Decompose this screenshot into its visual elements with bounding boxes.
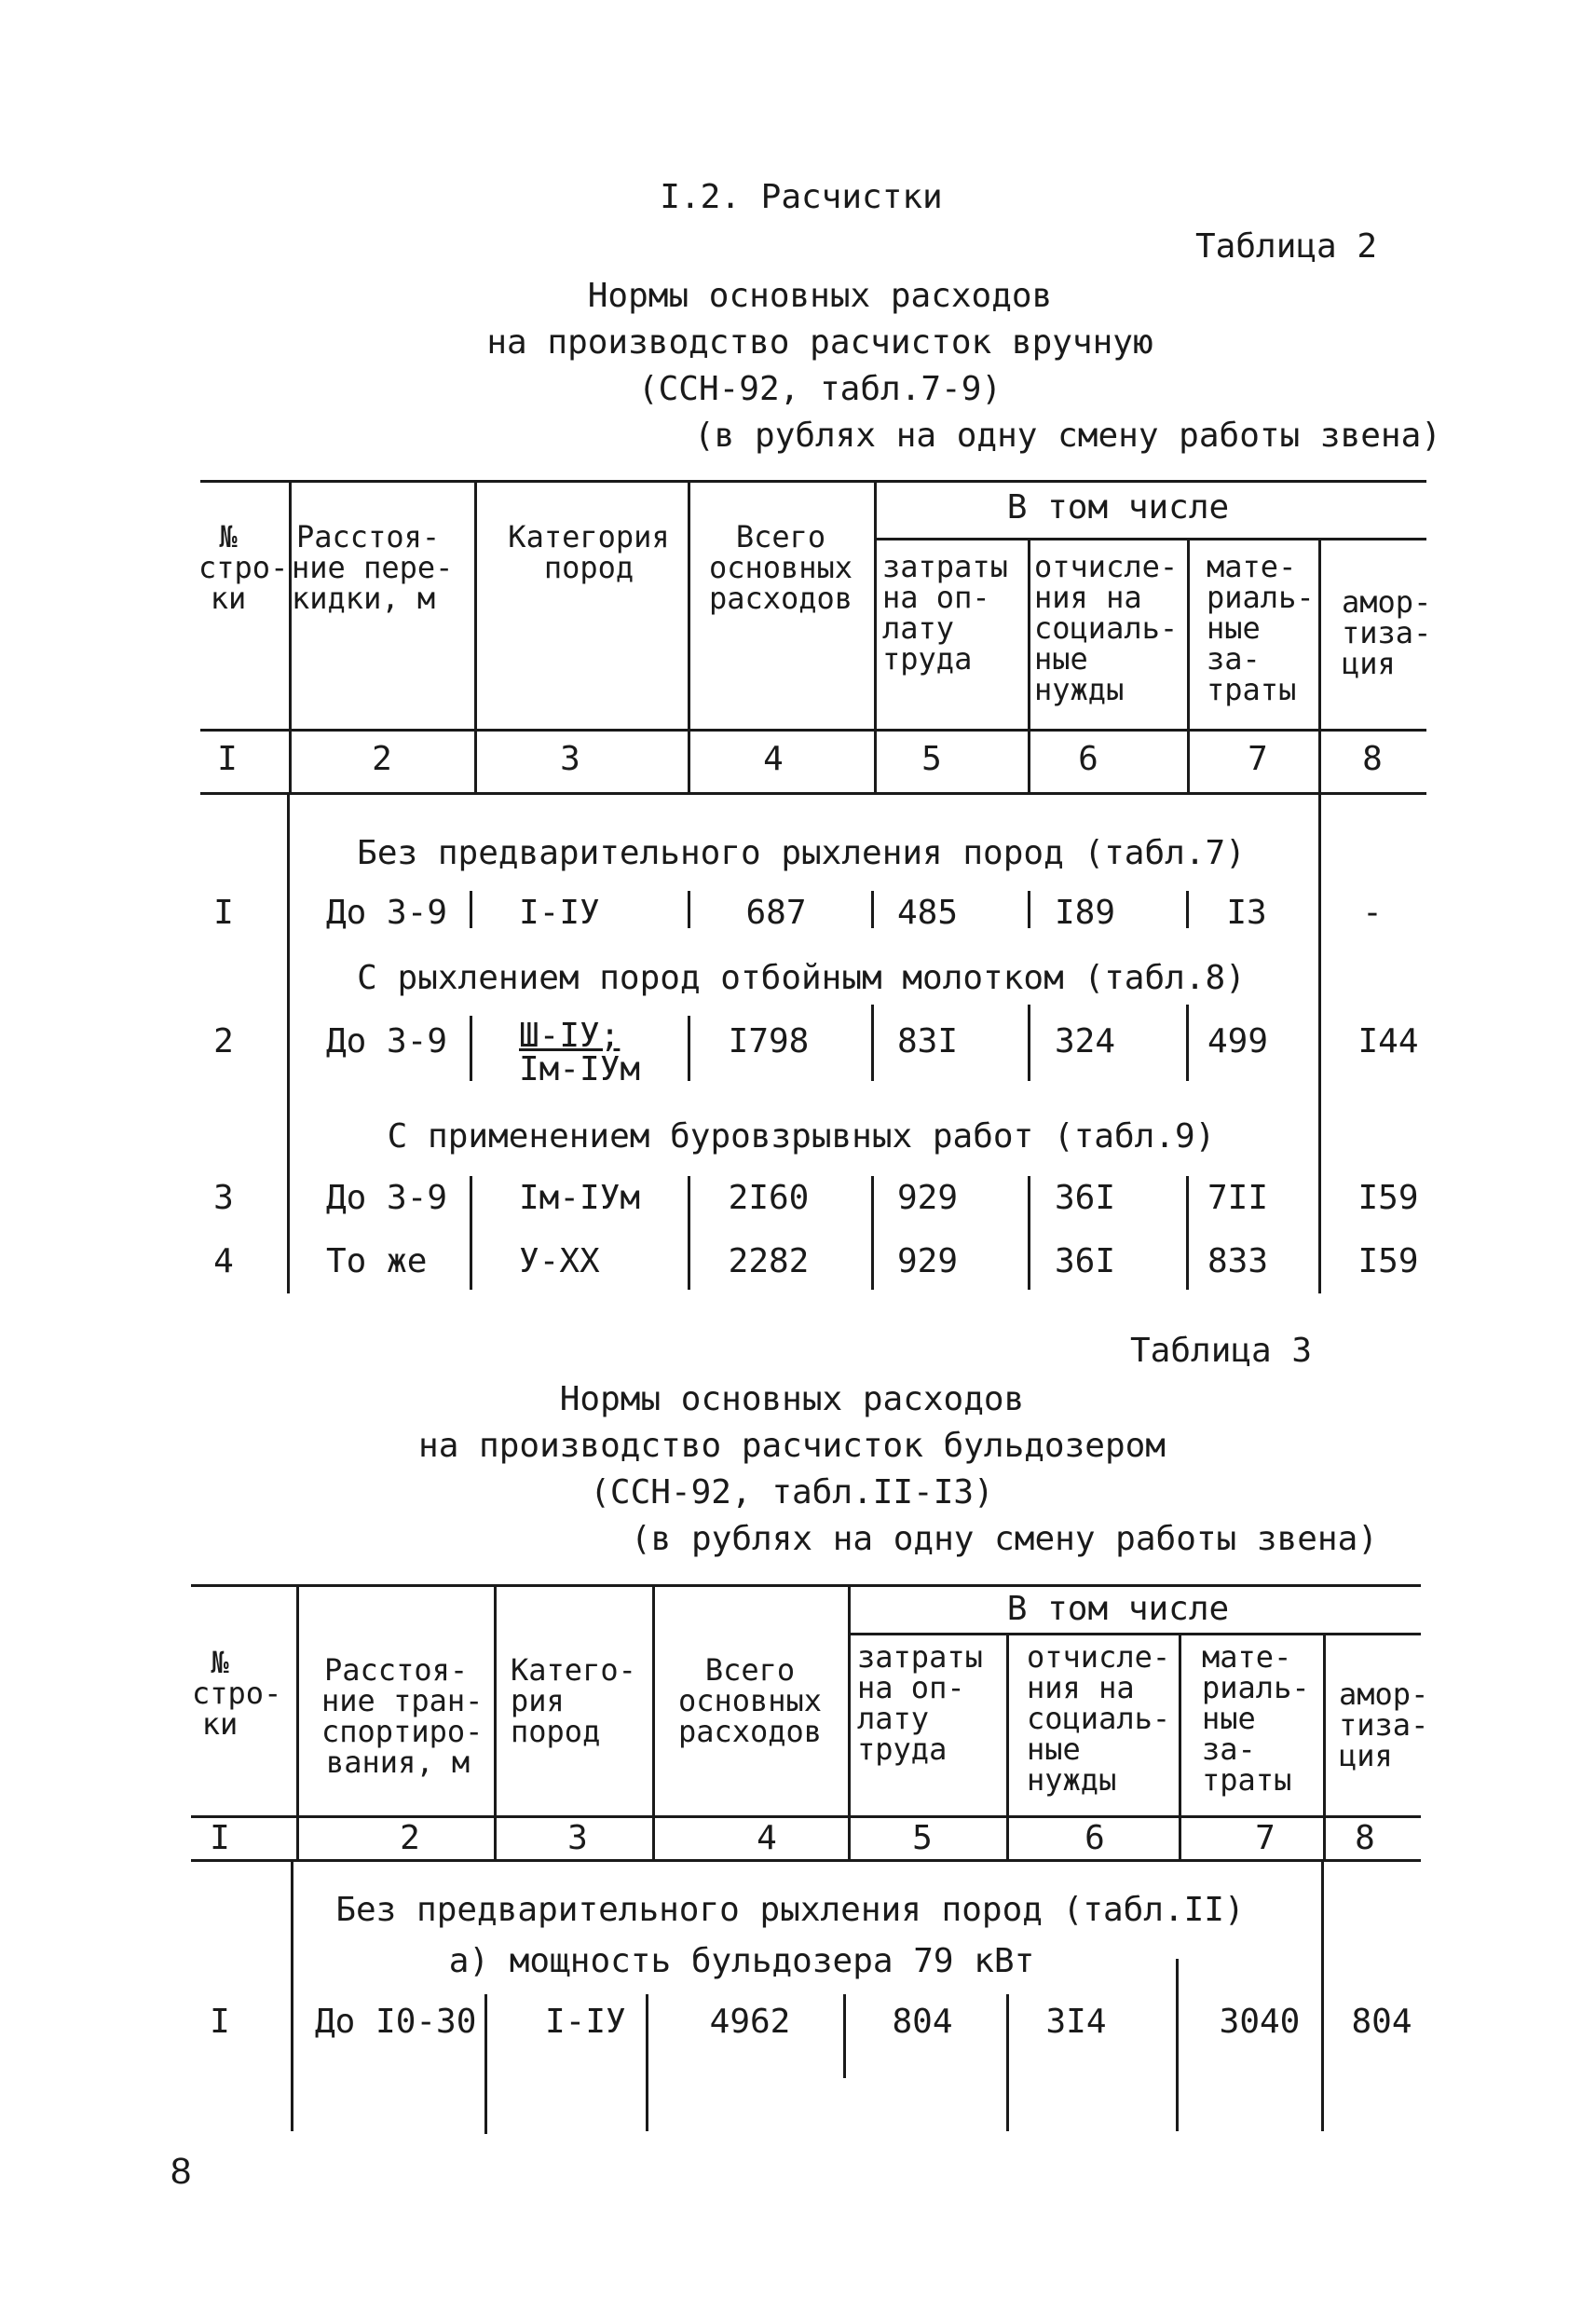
table3-label: Таблица 3	[1130, 1332, 1313, 1370]
t3-h-labor-3: лату	[857, 1701, 930, 1736]
table3-caption-2: на производство расчисток бульдозером	[418, 1427, 1166, 1465]
page-number: 8	[171, 2151, 192, 2192]
t2-h-mat-5: траты	[1207, 672, 1297, 707]
t2-h-labor-4: труда	[882, 641, 973, 677]
t3-h-mat-5: траты	[1202, 1762, 1292, 1798]
t2-h-amort-3: ция	[1342, 646, 1396, 681]
t2-r4-mat: 833	[1207, 1242, 1269, 1280]
t2-colnum-5: 5	[921, 740, 942, 778]
t3-h-num-1: №	[211, 1645, 229, 1680]
t2-r4-social: 36I	[1055, 1242, 1116, 1280]
table3-caption-4: (в рублях на одну смену работы звена)	[631, 1520, 1378, 1558]
t3-h-amort-1: амор-	[1339, 1676, 1429, 1712]
t2-r1-labor: 485	[897, 894, 959, 932]
t2-r3-num: 3	[213, 1179, 234, 1217]
t3-h-num-2: стро-	[192, 1676, 282, 1711]
t2-colnum-7: 7	[1248, 740, 1268, 778]
section-title: I.2. Расчистки	[660, 178, 943, 216]
t3-h-labor-2: на оп-	[857, 1670, 965, 1705]
t3-colnum-7: 7	[1255, 1819, 1275, 1857]
t2-r2-labor: 83I	[897, 1022, 959, 1060]
t2-r3-dist: До 3-9	[326, 1179, 448, 1217]
t2-r3-social: 36I	[1055, 1179, 1116, 1217]
t2-r4-num: 4	[213, 1242, 234, 1280]
t3-h-dist-1: Расстоя-	[324, 1652, 469, 1688]
t3-r1-total: 4962	[709, 2003, 791, 2041]
t3-h-amort-3: ция	[1339, 1738, 1393, 1773]
t2-r4-amort: I59	[1357, 1242, 1419, 1280]
t3-h-dist-2: ние тран-	[321, 1683, 484, 1718]
t3-h-cat-3: пород	[511, 1714, 601, 1749]
t3-h-labor-1: затраты	[857, 1639, 983, 1675]
t3-colnum-3: 3	[567, 1819, 588, 1857]
t2-r2-amort: I44	[1357, 1022, 1419, 1060]
t2-h-social-1: отчисле-	[1034, 549, 1179, 584]
t3-h-cat-1: Катего-	[511, 1652, 636, 1688]
t3-h-social-1: отчисле-	[1027, 1639, 1171, 1675]
t2-r1-cat: I-IУ	[519, 894, 600, 932]
t2-r1-amort: -	[1362, 894, 1383, 932]
t2-h-dist-2: ние пере-	[292, 550, 454, 585]
t2-h-total-3: расходов	[708, 581, 853, 616]
t2-colnum-4: 4	[763, 740, 784, 778]
t3-r1-labor: 804	[892, 2003, 953, 2041]
t3-h-total-3: расходов	[677, 1714, 823, 1749]
t3-h-mat-2: риаль-	[1202, 1670, 1310, 1705]
t2-r1-num: I	[213, 894, 234, 932]
t2-h-dist-1: Расстоя-	[296, 519, 441, 554]
t2-r2-cat: Ш-IУ;	[519, 1017, 621, 1055]
t2-h-total-1: Всего	[735, 519, 826, 554]
t2-r2-total: I798	[728, 1022, 810, 1060]
t3-colnum-4: 4	[757, 1819, 777, 1857]
t3-r1-mat: 3040	[1219, 2003, 1301, 2041]
table2-label: Таблица 2	[1195, 227, 1378, 266]
t2-r4-total: 2282	[728, 1242, 810, 1280]
t2-r4-dist: То же	[326, 1242, 428, 1280]
t2-h-social-5: нужды	[1034, 672, 1125, 707]
t2-colnum-3: 3	[560, 740, 580, 778]
t2-h-amort-2: тиза-	[1342, 615, 1432, 650]
table3-caption-3: (ССН-92, табл.II-I3)	[590, 1473, 994, 1512]
t2-r1-social: I89	[1055, 894, 1116, 932]
t2-colnum-6: 6	[1078, 740, 1098, 778]
t3-h-amort-2: тиза-	[1339, 1707, 1429, 1743]
t3-colnum-6: 6	[1084, 1819, 1105, 1857]
t2-h-social-2: ния на	[1034, 580, 1142, 615]
t2-section-1-title: Без предварительного рыхления пород (табл.7)	[357, 834, 1246, 872]
t2-r2-social: 324	[1055, 1022, 1116, 1060]
t3-colnum-2: 2	[400, 1819, 420, 1857]
t2-r1-dist: До 3-9	[326, 894, 448, 932]
t2-r3-labor: 929	[897, 1179, 959, 1217]
t2-h-mat-2: риаль-	[1207, 580, 1315, 615]
t3-section-title: Без предварительного рыхления пород (табл.II)	[335, 1891, 1245, 1929]
t2-r4-labor: 929	[897, 1242, 959, 1280]
t3-colnum-5: 5	[912, 1819, 933, 1857]
t2-section-3-title: С применением буровзрывных работ (табл.9)	[387, 1117, 1216, 1156]
t3-h-mat-4: за-	[1202, 1731, 1256, 1767]
t2-h-cat-2: пород	[543, 550, 634, 585]
t3-h-total-1: Всего	[704, 1652, 796, 1688]
t2-section-2-title: С рыхлением пород отбойным молотком (табл.8)	[357, 959, 1246, 997]
table3-caption-1: Нормы основных расходов	[559, 1380, 1025, 1418]
t3-h-cat-2: рия	[511, 1683, 565, 1718]
t3-h-dist-3: спортиро-	[321, 1714, 484, 1749]
t2-r3-amort: I59	[1357, 1179, 1419, 1217]
t2-h-dist-3: кидки, м	[292, 581, 436, 616]
t2-r4-cat: У-XX	[519, 1242, 600, 1280]
t2-h-labor-2: на оп-	[882, 580, 990, 615]
t2-r3-cat: Iм-IУм	[519, 1179, 641, 1217]
t2-h-amort-1: амор-	[1342, 584, 1432, 620]
t2-h-num-3: ки	[210, 581, 247, 616]
t2-h-social-3: социаль-	[1034, 610, 1179, 646]
t3-r1-num: I	[210, 2003, 230, 2041]
t3-h-mat-3: ные	[1202, 1701, 1256, 1736]
t2-r3-total: 2I60	[728, 1179, 810, 1217]
t2-h-group: В том числе	[1006, 488, 1230, 527]
table2-caption-4: (в рублях на одну смену работы звена)	[694, 417, 1441, 455]
table2-caption-2: на производство расчисток вручную	[486, 323, 1153, 362]
t3-h-mat-1: мате-	[1202, 1639, 1292, 1675]
t2-h-total-2: основных	[708, 550, 853, 585]
t3-colnum-1: I	[210, 1819, 230, 1857]
t3-h-social-2: ния на	[1027, 1670, 1135, 1705]
t3-h-num-3: ки	[201, 1706, 239, 1742]
t3-h-social-4: ные	[1027, 1731, 1081, 1767]
t2-h-labor-1: затраты	[882, 549, 1008, 584]
table2-caption-3: (ССН-92, табл.7-9)	[637, 370, 1003, 408]
t2-h-num-1: №	[219, 519, 238, 554]
t2-h-labor-3: лату	[882, 610, 955, 646]
t3-h-social-5: нужды	[1027, 1762, 1117, 1798]
t2-r1-mat: I3	[1226, 894, 1267, 932]
t3-h-social-3: социаль-	[1027, 1701, 1171, 1736]
t2-r2-num: 2	[213, 1022, 234, 1060]
t2-colnum-2: 2	[372, 740, 392, 778]
t3-r1-social: 3I4	[1045, 2003, 1107, 2041]
t2-h-mat-4: за-	[1207, 641, 1261, 677]
t3-h-labor-4: труда	[857, 1731, 948, 1767]
t2-r2-mat: 499	[1207, 1022, 1269, 1060]
table2-caption-1: Нормы основных расходов	[587, 277, 1053, 315]
t2-r2-cat-2: Iм-IУм	[519, 1050, 641, 1088]
t3-h-group: В том числе	[1006, 1590, 1230, 1628]
t2-h-mat-1: мате-	[1207, 549, 1297, 584]
t2-r2-dist: До 3-9	[326, 1022, 448, 1060]
t3-r1-cat: I-IУ	[545, 2003, 626, 2041]
t3-colnum-8: 8	[1355, 1819, 1375, 1857]
t3-r1-amort: 804	[1351, 2003, 1412, 2041]
t3-subsection-title: а) мощность бульдозера 79 кВт	[448, 1942, 1035, 1980]
t2-colnum-8: 8	[1362, 740, 1383, 778]
t2-h-cat-1: Категория	[508, 519, 670, 554]
t3-h-total-2: основных	[677, 1683, 823, 1718]
t3-r1-dist: До I0-30	[315, 2003, 477, 2041]
t2-h-num-2: стро-	[198, 550, 289, 585]
t2-h-social-4: ные	[1034, 641, 1088, 677]
t2-colnum-1: I	[217, 740, 238, 778]
t2-h-mat-3: ные	[1207, 610, 1261, 646]
t2-r3-mat: 7II	[1207, 1179, 1269, 1217]
t3-h-dist-4: вания, м	[326, 1744, 471, 1780]
t2-r1-total: 687	[745, 894, 807, 932]
